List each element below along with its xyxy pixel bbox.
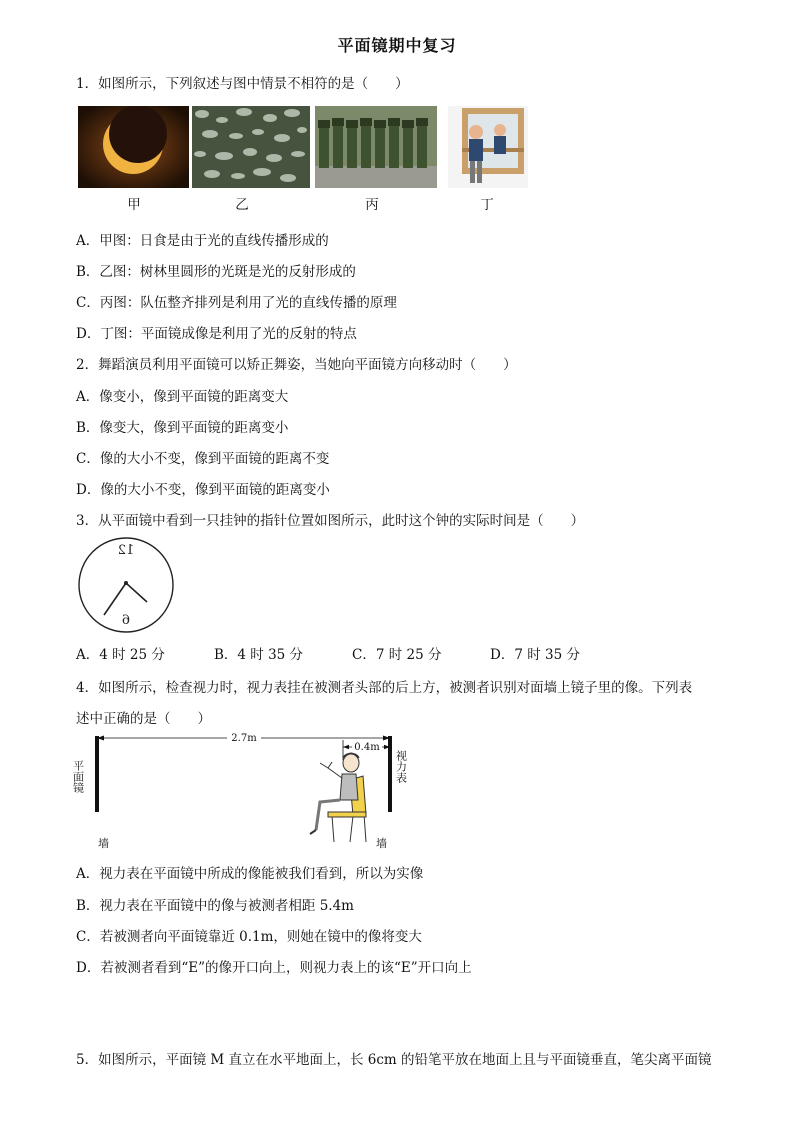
chart-label: 视力表 bbox=[394, 750, 408, 783]
caption-ding: 丁 bbox=[480, 197, 494, 213]
eye-test-diagram bbox=[70, 730, 420, 855]
q2-stem: 2．舞蹈演员利用平面镜可以矫正舞姿，当她向平面镜方向移动时（ ） bbox=[76, 357, 517, 373]
q2-option-b: B．像变大，像到平面镜的距离变小 bbox=[76, 420, 289, 436]
clock-center bbox=[124, 581, 128, 585]
q4-option-d: D．若被测者看到“E”的像开口向上，则视力表上的该“E”开口向上 bbox=[76, 960, 472, 976]
plane-mirror bbox=[95, 736, 99, 812]
distance-total-label: 2.7m bbox=[231, 733, 257, 744]
caption-jia: 甲 bbox=[127, 197, 141, 213]
q3-option-d: D．7 时 35 分 bbox=[490, 647, 580, 663]
forest-spots-photo bbox=[192, 106, 310, 188]
q4-stem-line1: 4．如图所示，检查视力时，视力表挂在被测者头部的后上方，被测者识别对面墙上镜子里的像。下列表 bbox=[76, 680, 693, 696]
q3-options bbox=[76, 643, 716, 663]
q2-option-a: A．像变小，像到平面镜的距离变大 bbox=[76, 389, 289, 405]
clock-hour-hand bbox=[126, 583, 147, 602]
q4-option-b: B．视力表在平面镜中的像与被测者相距 5.4m bbox=[76, 898, 354, 914]
q4-stem-line2: 述中正确的是（ ） bbox=[76, 711, 211, 727]
q3-stem: 3．从平面镜中看到一只挂钟的指针位置如图所示，此时这个钟的实际时间是（ ） bbox=[76, 513, 585, 529]
q1-option-c: C．丙图：队伍整齐排列是利用了光的直线传播的原理 bbox=[76, 295, 397, 311]
wall-left-label: 墙 bbox=[98, 837, 109, 850]
clock-minute-hand bbox=[104, 583, 126, 615]
seated-person bbox=[310, 753, 366, 842]
q5-stem: 5．如图所示，平面镜 M 直立在水平地面上，长 6cm 的铅笔平放在地面上且与平面镜垂直，笔尖离平面镜 bbox=[76, 1052, 712, 1068]
q1-option-b: B．乙图：树林里圆形的光斑是光的反射形成的 bbox=[76, 264, 356, 280]
clock-numeral-12: 12 bbox=[117, 543, 135, 558]
clock-numeral-6: 6 bbox=[121, 613, 131, 628]
q3-option-b: B．4 时 35 分 bbox=[214, 647, 304, 663]
q1-option-d: D．丁图：平面镜成像是利用了光的反射的特点 bbox=[76, 326, 357, 342]
q3-option-a: A．4 时 25 分 bbox=[76, 647, 165, 663]
q2-option-c: C．像的大小不变，像到平面镜的距离不变 bbox=[76, 451, 330, 467]
wall-right-label: 墙 bbox=[376, 837, 387, 850]
q4-option-a: A．视力表在平面镜中所成的像能被我们看到，所以为实像 bbox=[76, 866, 424, 882]
caption-bing: 丙 bbox=[365, 197, 379, 213]
page-title: 平面镜期中复习 bbox=[337, 36, 457, 55]
caption-yi: 乙 bbox=[235, 197, 249, 213]
q1-option-a: A．甲图：日食是由于光的直线传播形成的 bbox=[76, 233, 329, 249]
soldiers-photo bbox=[315, 106, 437, 188]
q3-option-c: C．7 时 25 分 bbox=[352, 647, 442, 663]
mirror-child-photo bbox=[448, 106, 528, 188]
q4-option-c: C．若被测者向平面镜靠近 0.1m，则她在镜中的像将变大 bbox=[76, 929, 422, 945]
distance-small-label: 0.4m bbox=[354, 742, 380, 753]
eclipse-photo bbox=[78, 106, 189, 188]
q2-option-d: D．像的大小不变，像到平面镜的距离变小 bbox=[76, 482, 330, 498]
mirror-label: 平面镜 bbox=[71, 760, 85, 793]
q1-stem: 1．如图所示，下列叙述与图中情景不相符的是（ ） bbox=[76, 76, 409, 92]
mirror-clock-diagram bbox=[76, 535, 176, 635]
